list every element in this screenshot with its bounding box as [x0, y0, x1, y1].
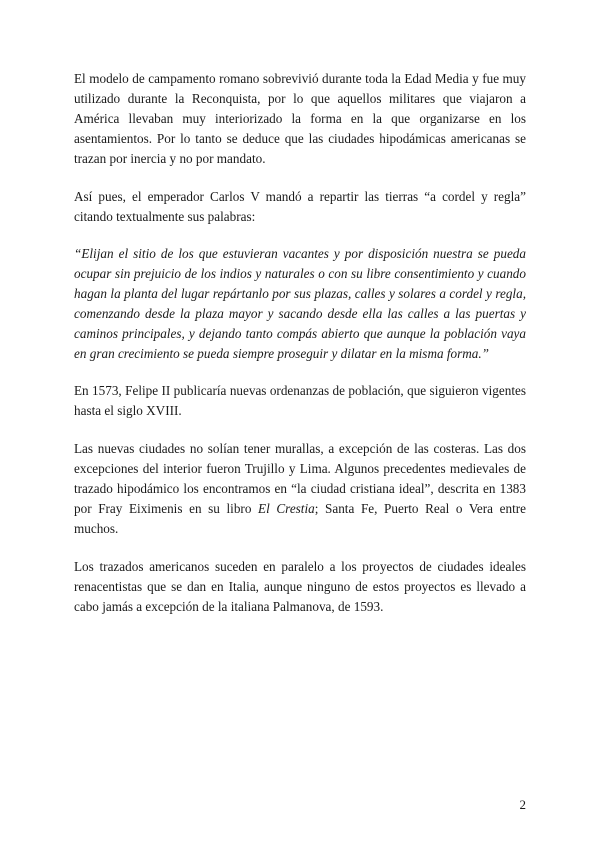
- paragraph-carlos-v: Así pues, el emperador Carlos V mandó a repartir las tierras “a cordel y regla” citando textualmente sus palabras:: [74, 189, 526, 224]
- paragraph-walls: [74, 439, 526, 539]
- paragraph-walls-end: ; Santa Fe, Puerto Real o Vera entre muchos.: [74, 501, 526, 536]
- paragraph-roman-camp: El modelo de campamento romano sobrevivió durante toda la Edad Media y fue muy utilizado durante la Reconquista, por lo que aquellos militares que viajaron a América llevaban muy interiorizado la forma en la que organizarse en los asentamientos. Por lo tanto se deduce que las ciudades hipodámicas americanas se trazan por inercia y no por mandato.: [74, 71, 526, 166]
- quote-ordinance: “Elijan el sitio de los que estuvieran vacantes y por disposición nuestra se pueda ocupar sin prejuicio de los indios y naturales o con su libre consentimiento y cuando hagan la planta del lugar repártanlo por sus plazas, calles y solares a cordel y regla, comenzando desde la plaza mayor y sacando desde ella las calles a las puertas y caminos principales, y dejando tanto compás abierto que aunque la población vaya en gran crecimiento se pueda siempre proseguir y dilatar en la misma forma.”: [74, 246, 526, 361]
- document-page: [74, 69, 526, 635]
- paragraph-ideal-cities: Los trazados americanos suceden en paralelo a los proyectos de ciudades ideales renacentistas que se dan en Italia, aunque ninguno de estos proyectos es llevado a cabo jamás a excepción de la italiana Palmanova, de 1593.: [74, 559, 526, 614]
- page-number: 2: [519, 797, 526, 812]
- paragraph-walls-text: Las nuevas ciudades no solían tener murallas, a excepción de las costeras. Las dos excepciones del interior fueron Trujillo y Lima. Algunos precedentes medievales de trazado hipodámico los encontramos en “la ciudad cristiana ideal”, descrita en 1383 por Fray Eiximenis en su libro: [74, 441, 526, 516]
- book-title: El Crestia: [258, 501, 315, 516]
- paragraph-felipe-ii: En 1573, Felipe II publicaría nuevas ordenanzas de población, que siguieron vigentes hasta el siglo XVIII.: [74, 383, 526, 418]
